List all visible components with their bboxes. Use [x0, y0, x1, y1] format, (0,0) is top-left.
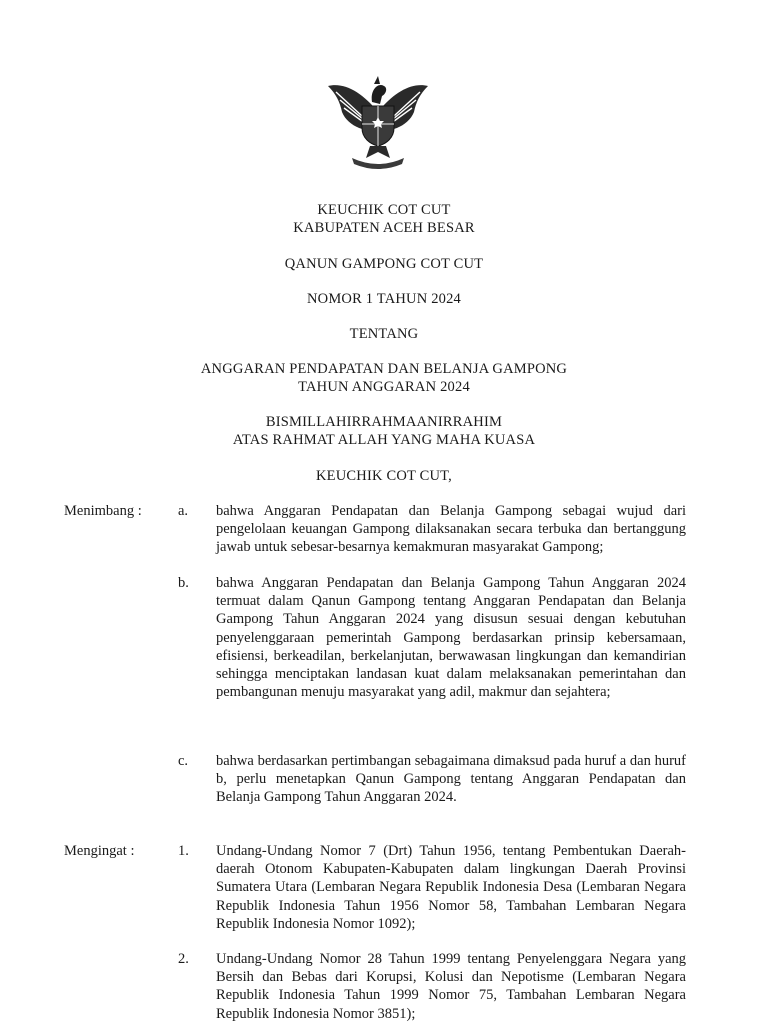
- menimbang-item-b: bahwa Anggaran Pendapatan dan Belanja Gampong Tahun Anggaran 2024 termuat dalam Qanun Gampong tentang Anggaran Pendapatan dan Belanja Gampong Tahun Anggaran 2024 yang disusun sesuai dengan kebutuhan penyelenggaraan pemerintah Gampong berdasarkan prinsip kebersamaan, efisiensi, berkeadilan, berkelanjutan, berwawasan lingkungan dan kemandirian sehingga menciptakan landasan kuat dalam melaksanakan pemerintahan dan pembangunan menuju masyarakat yang adil, makmur dan sejahtera;: [216, 575, 686, 701]
- mengingat-item-1: Undang-Undang Nomor 7 (Drt) Tahun 1956, tentang Pembentukan Daerah-daerah Otonom Kabupaten-Kabupaten dalam lingkungan Daerah Provinsi Sumatera Utara (Lembaran Negara Republik Indonesia Desa (Lembaran Negara Republik Indonesia Tahun 1956 Nomor 58, Tambahan Lembaran Negara Republik Indonesia Nomor 1092);: [216, 843, 686, 932]
- header-line-2: KABUPATEN ACEH BESAR: [293, 220, 475, 236]
- list-marker: c.: [178, 753, 189, 769]
- menimbang-label: Menimbang :: [64, 503, 142, 519]
- list-marker: a.: [178, 503, 189, 519]
- subject-line-2: TAHUN ANGGARAN 2024: [298, 379, 470, 395]
- list-marker: 1.: [178, 843, 189, 859]
- menimbang-item-c: bahwa berdasarkan pertimbangan sebagaimana dimaksud pada huruf a dan huruf b, perlu menetapkan Qanun Gampong tentang Anggaran Pendapatan dan Belanja Gampong Tahun Anggaran 2024.: [216, 753, 686, 806]
- list-marker: b.: [178, 575, 189, 591]
- rahmat-line: ATAS RAHMAT ALLAH YANG MAHA KUASA: [232, 432, 536, 448]
- list-marker: 2.: [178, 951, 189, 967]
- mengingat-item-2: Undang-Undang Nomor 28 Tahun 1999 tentang Penyelenggara Negara yang Bersih dan Bebas dari Korupsi, Kolusi dan Nepotisme (Lembaran Negara Republik Indonesia Tahun 1999 Nomor 75, Tambahan Lembaran Negara Republik Indonesia Nomor 3851);: [216, 951, 686, 1022]
- signatory-heading: KEUCHIK COT CUT,: [316, 468, 452, 484]
- qanun-title: QANUN GAMPONG COT CUT: [284, 256, 484, 272]
- qanun-number: NOMOR 1 TAHUN 2024: [306, 291, 462, 307]
- header-line-1: KEUCHIK COT CUT: [317, 202, 451, 218]
- mengingat-label: Mengingat :: [64, 843, 135, 859]
- menimbang-item-a: bahwa Anggaran Pendapatan dan Belanja Gampong sebagai wujud dari pengelolaan keuangan Gampong dilaksanakan secara terbuka dan bertanggung jawab untuk sebesar-besarnya kemakmuran masyarakat Gampong;: [216, 503, 686, 556]
- tentang-heading: TENTANG: [349, 326, 419, 342]
- bismillah-line: BISMILLAHIRRAHMAANIRRAHIM: [265, 414, 503, 430]
- garuda-emblem: [322, 72, 434, 172]
- subject-line-1: ANGGARAN PENDAPATAN DAN BELANJA GAMPONG: [200, 361, 568, 377]
